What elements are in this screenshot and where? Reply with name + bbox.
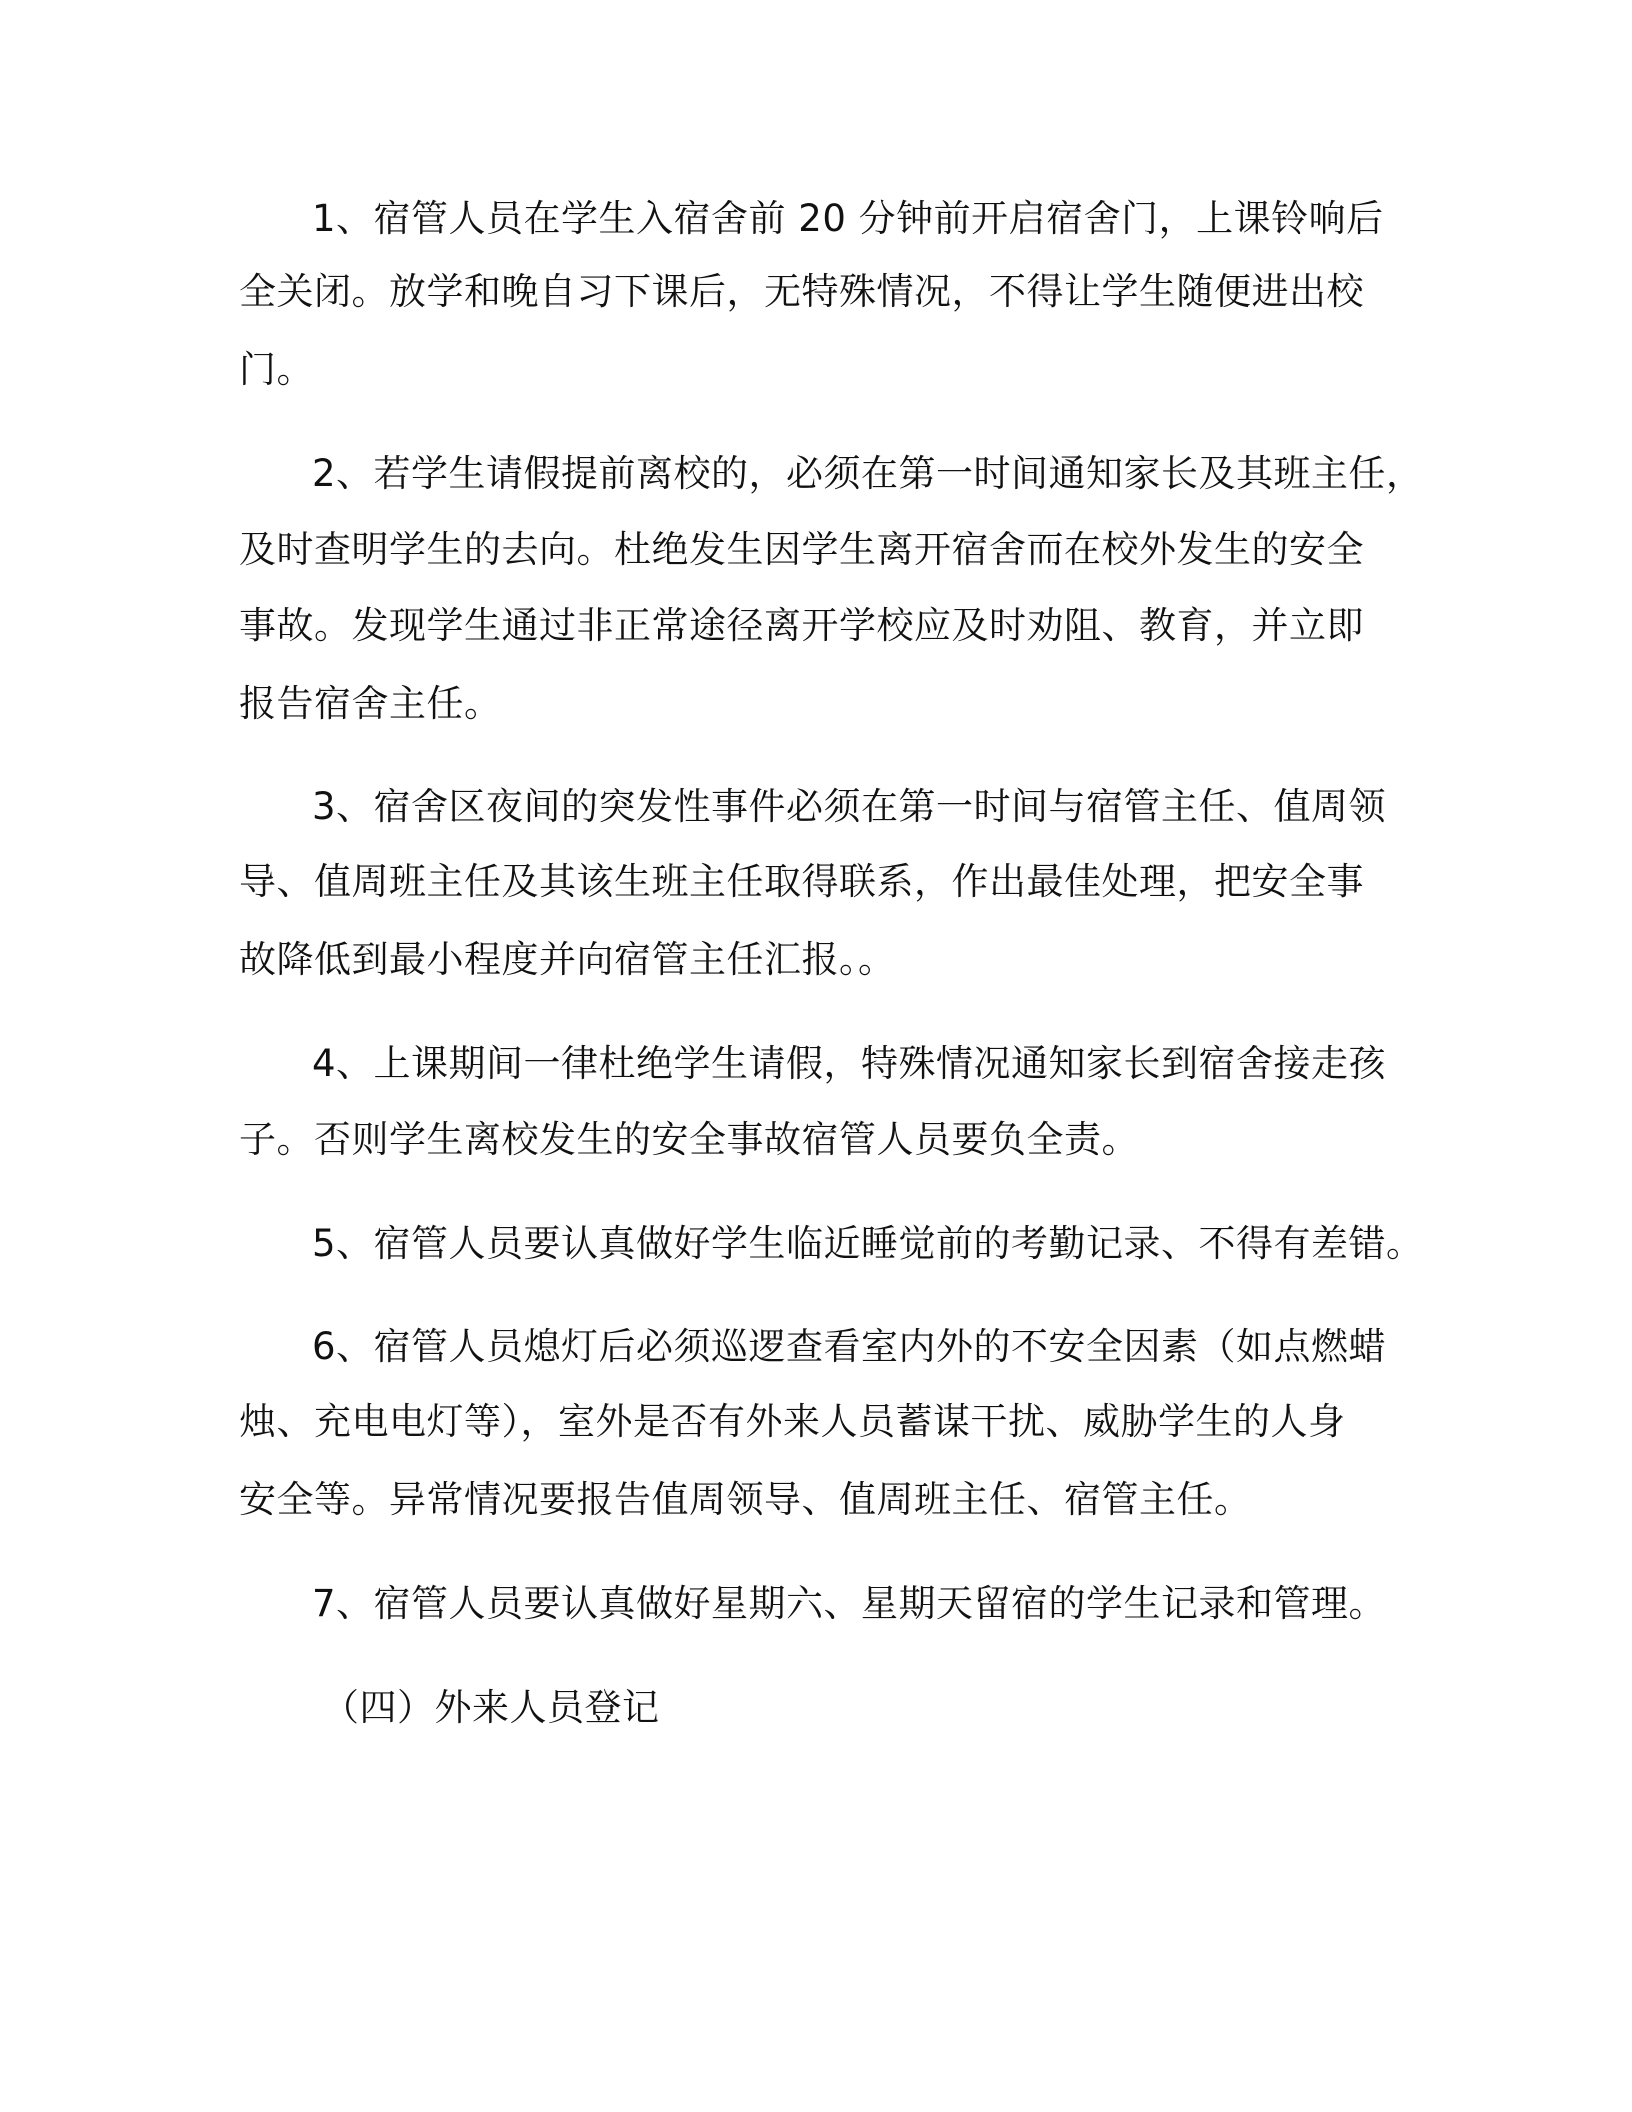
paragraph-1-line-2: 全关闭。放学和晚自习下课后，无特殊情况，不得让学生随便进出校 [239,270,1364,313]
paragraph-2-line-3: 事故。发现学生通过非正常途径离开学校应及时劝阻、教育，并立即 [239,604,1364,647]
paragraph-6-line-2: 烛、充电电灯等），室外是否有外来人员蓄谋干扰、威胁学生的人身 [239,1400,1346,1443]
paragraph-3-line-1: 3、宿舍区夜间的突发性事件必须在第一时间与宿管主任、值周领 [312,785,1387,828]
paragraph-2-line-4: 报告宿舍主任。 [239,682,502,725]
paragraph-6-line-3: 安全等。异常情况要报告值周领导、值周班主任、宿管主任。 [239,1478,1252,1521]
paragraph-5-line-1: 5、宿管人员要认真做好学生临近睡觉前的考勤记录、不得有差错。 [312,1222,1424,1265]
section-heading: （四）外来人员登记 [322,1686,660,1729]
paragraph-4-line-1: 4、上课期间一律杜绝学生请假，特殊情况通知家长到宿舍接走孩 [312,1042,1387,1085]
paragraph-1-line-3: 门。 [239,348,314,391]
paragraph-3-line-2: 导、值周班主任及其该生班主任取得联系，作出最佳处理，把安全事 [239,860,1364,903]
paragraph-1-line-1: 1、宿管人员在学生入宿舍前 20 分钟前开启宿舍门，上课铃响后 [312,197,1384,240]
paragraph-2-line-2: 及时查明学生的去向。杜绝发生因学生离开宿舍而在校外发生的安全 [239,528,1364,571]
paragraph-7-line-1: 7、宿管人员要认真做好星期六、星期天留宿的学生记录和管理。 [312,1582,1387,1625]
paragraph-2-line-1: 2、若学生请假提前离校的，必须在第一时间通知家长及其班主任， [312,452,1424,495]
paragraph-4-line-2: 子。否则学生离校发生的安全事故宿管人员要负全责。 [239,1118,1139,1161]
paragraph-3-line-3: 故降低到最小程度并向宿管主任汇报。。 [239,938,896,981]
paragraph-6-line-1: 6、宿管人员熄灯后必须巡逻查看室内外的不安全因素（如点燃蜡 [312,1325,1387,1368]
